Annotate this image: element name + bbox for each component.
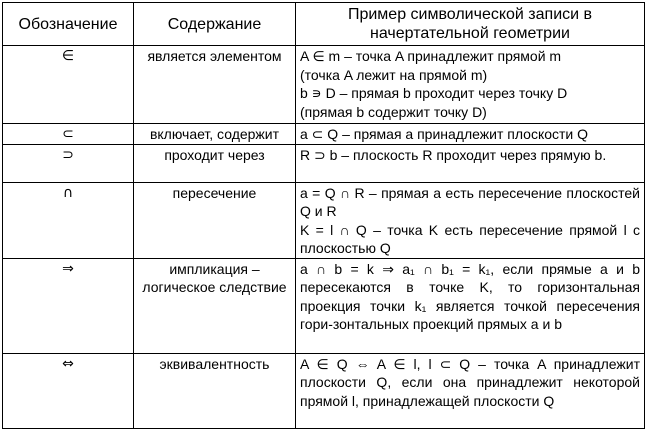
example-text: a ⊂ Q – прямая a принадлежит плоскости Q xyxy=(300,126,589,143)
meaning-cell: проходит через xyxy=(134,144,296,182)
symbol-cell: ∈ xyxy=(3,46,134,124)
notation-table xyxy=(2,2,645,429)
example-text: b ∍ D – прямая b проходит через точку D xyxy=(300,85,568,102)
table-row xyxy=(3,353,645,428)
header-example-line: начертательной геометрии xyxy=(370,25,570,43)
example-cell xyxy=(296,144,645,182)
meaning-cell: включает, содержит xyxy=(134,124,296,145)
header-example xyxy=(296,3,645,46)
symbol-cell: ⇔ xyxy=(3,353,134,428)
meaning-cell: является элементом xyxy=(134,46,296,124)
table-row xyxy=(3,258,645,353)
symbol-cell: ∩ xyxy=(3,182,134,258)
example-text: R ⊃ b – плоскость R проходит через прямую b. xyxy=(300,146,607,163)
meaning-cell: импликация – логическое следствие xyxy=(134,258,296,353)
example-text: A ∈ m – точка A принадлежит прямой m xyxy=(300,48,562,65)
meaning-cell: эквивалентность xyxy=(134,353,296,428)
symbol-cell: ⊂ xyxy=(3,124,134,145)
symbol-cell: ⇒ xyxy=(3,258,134,353)
example-text: K = l ∩ Q – точка K есть пересечение прямой l с плоскостью Q xyxy=(300,221,640,257)
symbol-cell: ⊃ xyxy=(3,144,134,182)
example-cell xyxy=(296,124,645,145)
example-cell xyxy=(296,353,645,428)
header-symbol: Обозначение xyxy=(3,3,134,46)
example-cell xyxy=(296,182,645,258)
meaning-cell: пересечение xyxy=(134,182,296,258)
table-row xyxy=(3,182,645,258)
example-text: a = Q ∩ R – прямая a есть пересечение плоскостей Q и R xyxy=(300,184,640,220)
example-text: a ∩ b = k ⇒ a₁ ∩ b₁ = k₁, если прямые a и b пересекаются в точке K, то горизонтальная проекция точки k₁ является точкой пересечения гори-зонтальных проекций прямых a и b xyxy=(300,260,640,333)
table-row xyxy=(3,144,645,182)
example-cell xyxy=(296,46,645,124)
example-text: A ∈ Q ⇔ A ∈ l, l ⊂ Q – точка A принадлежит плоскости Q, если она принадлежит некоторой прямой l, принадлежащей плоскости Q xyxy=(300,355,640,409)
example-cell xyxy=(296,258,645,353)
table-header-row xyxy=(3,3,645,46)
header-meaning: Содержание xyxy=(134,3,296,46)
table-row xyxy=(3,124,645,145)
example-text: (точка A лежит на прямой m) xyxy=(300,66,488,83)
table-row xyxy=(3,46,645,124)
example-text: (прямая b содержит точку D) xyxy=(300,103,487,120)
header-example-line: Пример символической записи в xyxy=(347,6,593,24)
